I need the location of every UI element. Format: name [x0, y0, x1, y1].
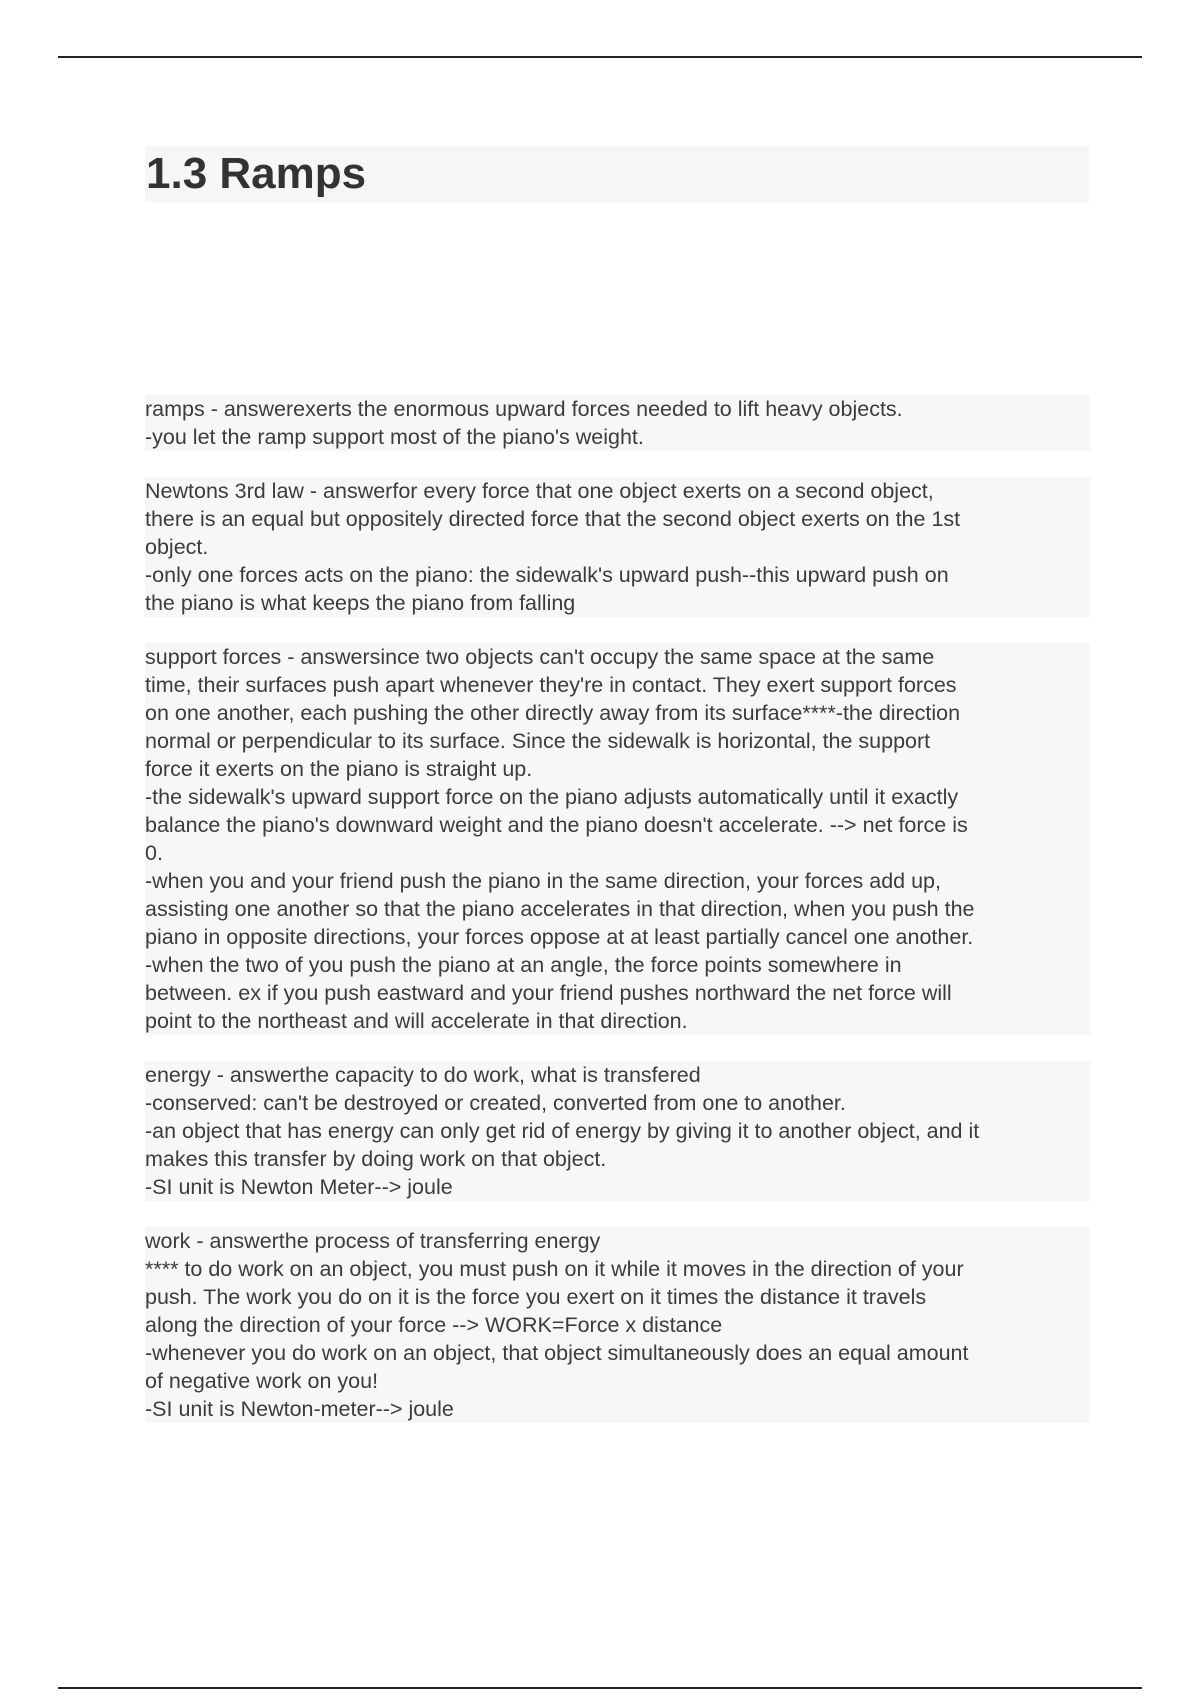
entry-text-line: -an object that has energy can only get rid of energy by giving it to another object, and it [145, 1117, 1090, 1145]
flashcard-entry [145, 643, 1090, 1035]
entry-text-line: support forces - answersince two objects can't occupy the same space at the same [145, 643, 1090, 671]
entry-text-line: Newtons 3rd law - answerfor every force that one object exerts on a second object, [145, 477, 1090, 505]
flashcard-entry [145, 1061, 1090, 1201]
top-rule [58, 56, 1142, 58]
entry-text-line: -SI unit is Newton Meter--> joule [145, 1173, 1090, 1201]
entry-text-line: time, their surfaces push apart whenever they're in contact. They exert support forces [145, 671, 1090, 699]
entry-text-line: balance the piano's downward weight and the piano doesn't accelerate. --> net force is [145, 811, 1090, 839]
entry-text-line: -SI unit is Newton-meter--> joule [145, 1395, 1090, 1423]
entry-text-line: ramps - answerexerts the enormous upward forces needed to lift heavy objects. [145, 395, 1090, 423]
entry-text-line: -you let the ramp support most of the piano's weight. [145, 423, 1090, 451]
entry-text-line: between. ex if you push eastward and your friend pushes northward the net force will [145, 979, 1090, 1007]
entry-text-line: work - answerthe process of transferring energy [145, 1227, 1090, 1255]
entry-text-line: force it exerts on the piano is straight up. [145, 755, 1090, 783]
entry-text-line: object. [145, 533, 1090, 561]
entry-text-line: of negative work on you! [145, 1367, 1090, 1395]
entry-text-line: -when the two of you push the piano at an angle, the force points somewhere in [145, 951, 1090, 979]
entry-text-line: energy - answerthe capacity to do work, what is transfered [145, 1061, 1090, 1089]
page-title: 1.3 Ramps [146, 149, 367, 198]
entry-text-line: makes this transfer by doing work on that object. [145, 1145, 1090, 1173]
entry-text-line: 0. [145, 839, 1090, 867]
entry-text-line: point to the northeast and will accelerate in that direction. [145, 1007, 1090, 1035]
entry-text-line: **** to do work on an object, you must push on it while it moves in the direction of your [145, 1255, 1090, 1283]
entry-text-line: -only one forces acts on the piano: the sidewalk's upward push--this upward push on [145, 561, 1090, 589]
entry-text-line: assisting one another so that the piano accelerates in that direction, when you push the [145, 895, 1090, 923]
bottom-rule [58, 1687, 1142, 1689]
entry-text-line: there is an equal but oppositely directed force that the second object exerts on the 1st [145, 505, 1090, 533]
entry-text-line: normal or perpendicular to its surface. Since the sidewalk is horizontal, the support [145, 727, 1090, 755]
entry-text-line: -whenever you do work on an object, that object simultaneously does an equal amount [145, 1339, 1090, 1367]
entry-text-line: piano in opposite directions, your forces oppose at at least partially cancel one another. [145, 923, 1090, 951]
flashcard-entry [145, 395, 1090, 451]
flashcard-entry [145, 1227, 1090, 1423]
entry-text-line: -when you and your friend push the piano in the same direction, your forces add up, [145, 867, 1090, 895]
flashcard-list [145, 395, 1090, 1449]
entry-text-line: -the sidewalk's upward support force on the piano adjusts automatically until it exactly [145, 783, 1090, 811]
entry-text-line: -conserved: can't be destroyed or created, converted from one to another. [145, 1089, 1090, 1117]
entry-text-line: push. The work you do on it is the force you exert on it times the distance it travels [145, 1283, 1090, 1311]
entry-text-line: on one another, each pushing the other directly away from its surface****-the direction [145, 699, 1090, 727]
entry-text-line: along the direction of your force --> WORK=Force x distance [145, 1311, 1090, 1339]
flashcard-entry [145, 477, 1090, 617]
entry-text-line: the piano is what keeps the piano from falling [145, 589, 1090, 617]
